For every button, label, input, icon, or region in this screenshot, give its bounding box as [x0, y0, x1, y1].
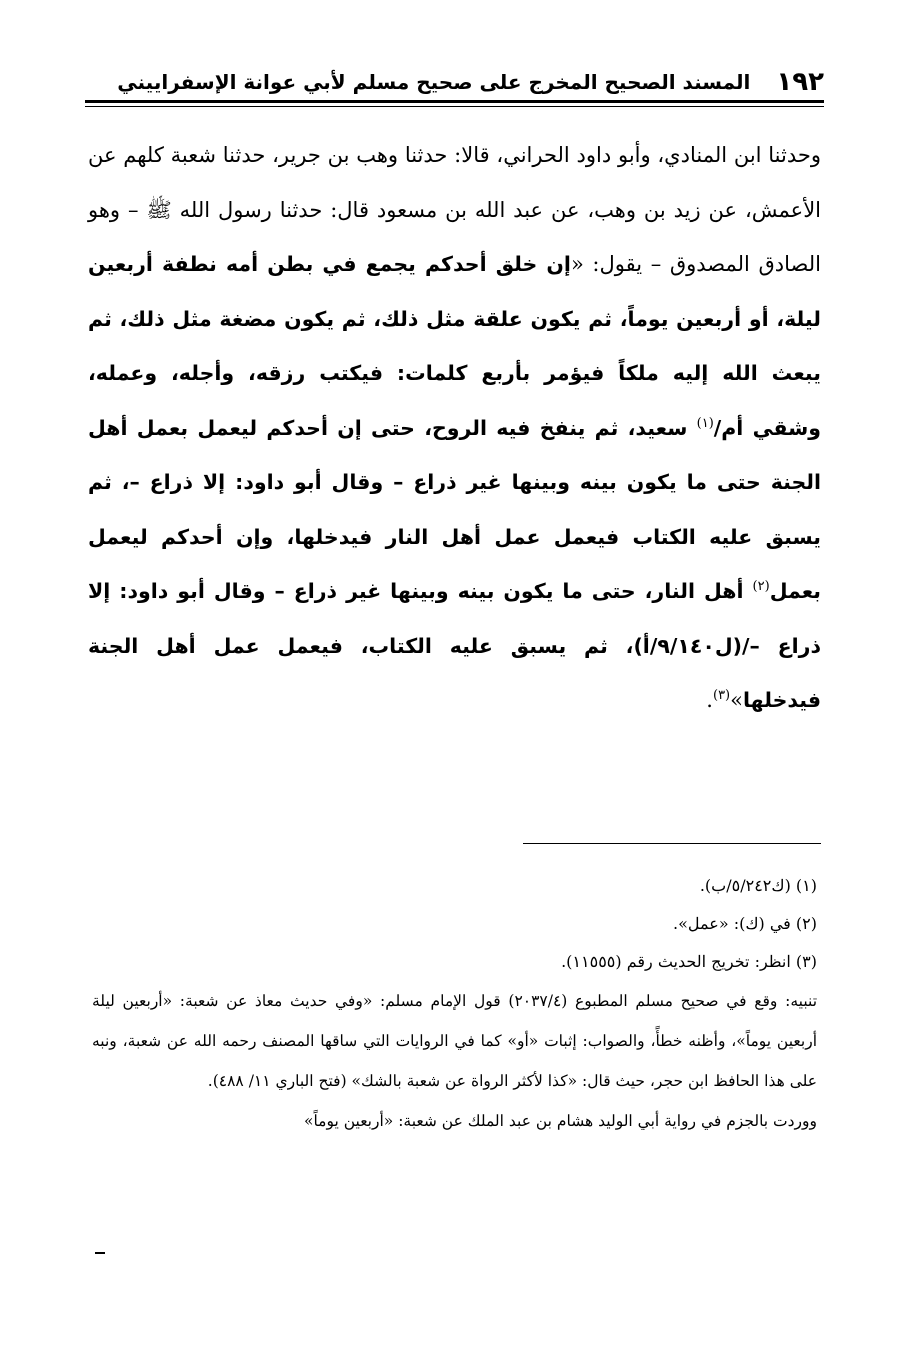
running-title: المسند الصحيح المخرج على صحيح مسلم لأبي عوانة الإسفراييني — [117, 70, 751, 94]
footnote-3: (٣) انظر: تخريج الحديث رقم (١١٥٥٥). — [561, 952, 817, 971]
continuation-dash — [95, 1252, 105, 1254]
footnote-marker-3[interactable]: (٣) — [712, 688, 731, 703]
hadith-text-part-2: سعيد، ثم ينفخ فيه الروح، حتى إن أحدكم ليعمل بعمل أهل الجنة حتى ما يكون بينه وبينها غير ذراع – وقال أبو داود: إلا ذراع –، ثم يسبق عليه الكتاب فيعمل عمل أهل النار فيدخلها، وإن أحدكم ليعمل بعمل — [88, 415, 821, 603]
footnote-2: (٢) في (ك): «عمل». — [673, 914, 817, 933]
footnote-note: تنبيه: وقع في صحيح مسلم المطبوع (٢٠٣٧/٤) قول الإمام مسلم: «وفي حديث معاذ عن شعبة: «أربعين ليلة أربعين يوماً»، وأظنه خطأً، والصواب: إثبات «أو» كما في الروايات التي ساقها المصنف رحمه الله عن شعبة، ونبه على هذا الحافظ ابن حجر، حيث قال: «كذا لأكثر الرواة عن شعبة بالشك» (فتح الباري ١١/ ٤٨٨). — [92, 992, 818, 1090]
closing-quote: » — [730, 688, 743, 712]
footnote-1: (١) (ك٥/٢٤٢/ب). — [699, 876, 817, 895]
page-number: ١٩٢ — [776, 67, 824, 97]
hadith-text-part-1: إن خلق أحدكم يجمع في بطن أمه نطفة أربعين ليلة، أو أربعين يوماً، ثم يكون علقة مثل ذلك، ثم يكون مضغة مثل ذلك، ثم يبعث الله إليه ملكاً فيؤمر بأربع كلمات: فيكتب رزقه، وأجله، وعمله، وشقي أم/ — [88, 252, 822, 440]
header-rule-thin — [85, 106, 824, 107]
footnote-note-continued: ووردت بالجزم في رواية أبي الوليد هشام بن عبد الملك عن شعبة: «أربعين يوماً» — [303, 1112, 817, 1130]
footnotes — [92, 867, 817, 1141]
main-text — [88, 128, 821, 728]
footnote-marker-1[interactable]: (١) — [696, 415, 714, 431]
footnote-marker-2[interactable]: (٢) — [752, 579, 770, 594]
page-header — [85, 62, 824, 102]
footnote-separator — [523, 843, 821, 844]
header-rule-thick — [85, 100, 824, 103]
isnad-text: وحدثنا ابن المنادي، وأبو داود الحراني، قالا: حدثنا وهب بن جرير، حدثنا شعبة كلهم عن الأعمش، عن زيد بن وهب، عن عبد الله بن مسعود قال: حدثنا رسول الله ﷺ – وهو الصادق المصدوق – يقول: « — [88, 143, 822, 276]
end-period: . — [706, 688, 713, 712]
hadith-text-part-3: أهل النار، حتى ما يكون بينه وبينها غير ذراع – وقال أبو داود: إلا ذراع –/(ل٩/١٤٠/أ)، ثم يسبق عليه الكتاب، فيعمل عمل أهل الجنة فيدخلها — [88, 579, 821, 712]
